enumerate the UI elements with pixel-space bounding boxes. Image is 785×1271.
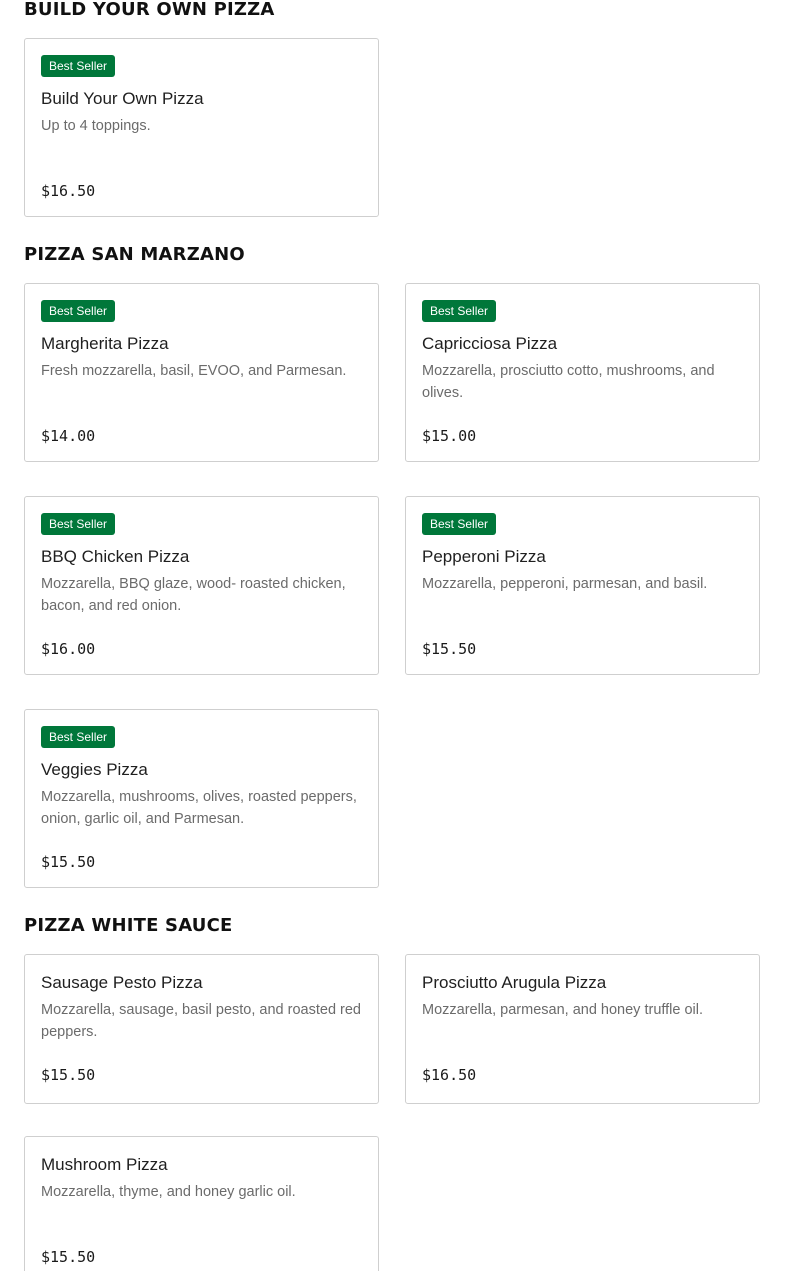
item-price: $16.00 xyxy=(41,640,96,658)
item-description: Mozzarella, thyme, and honey garlic oil. xyxy=(41,1184,296,1200)
item-description: Mozzarella, sausage, basil pesto, and roasted red peppers. xyxy=(41,1002,361,1040)
best-seller-badge: Best Seller xyxy=(422,300,496,322)
best-seller-badge: Best Seller xyxy=(41,726,115,748)
menu-item-card-sausage-pesto-pizza[interactable] xyxy=(24,954,379,1104)
menu-item-card-veggies-pizza[interactable] xyxy=(24,709,379,888)
best-seller-badge: Best Seller xyxy=(422,513,496,535)
section-title-build-your-own: BUILD YOUR OWN PIZZA xyxy=(24,0,275,20)
item-name: Pepperoni Pizza xyxy=(422,547,546,566)
item-description: Mozzarella, pepperoni, parmesan, and basil. xyxy=(422,576,708,592)
item-price: $15.50 xyxy=(41,1066,96,1084)
item-price: $15.50 xyxy=(41,853,96,871)
item-price: $16.50 xyxy=(41,182,96,200)
item-name: Margherita Pizza xyxy=(41,334,169,353)
menu-item-card-mushroom-pizza[interactable] xyxy=(24,1136,379,1271)
item-name: Sausage Pesto Pizza xyxy=(41,973,203,992)
item-description: Mozzarella, BBQ glaze, wood- roasted chicken, bacon, and red onion. xyxy=(41,576,346,614)
menu-item-card-prosciutto-arugula-pizza[interactable] xyxy=(405,954,760,1104)
item-price: $15.50 xyxy=(41,1248,96,1266)
item-name: Prosciutto Arugula Pizza xyxy=(422,973,607,992)
item-price: $15.00 xyxy=(422,427,477,445)
item-description: Mozzarella, mushrooms, olives, roasted peppers, onion, garlic oil, and Parmesan. xyxy=(41,789,357,827)
section-title-san-marzano: PIZZA SAN MARZANO xyxy=(24,244,245,265)
item-name: Veggies Pizza xyxy=(41,760,148,779)
item-description: Mozzarella, prosciutto cotto, mushrooms, and olives. xyxy=(422,363,715,401)
menu-item-card-build-your-own-pizza[interactable] xyxy=(24,38,379,217)
item-description: Fresh mozzarella, basil, EVOO, and Parmesan. xyxy=(41,363,347,379)
item-price: $14.00 xyxy=(41,427,96,445)
item-name: BBQ Chicken Pizza xyxy=(41,547,190,566)
best-seller-badge: Best Seller xyxy=(41,300,115,322)
item-price: $16.50 xyxy=(422,1066,477,1084)
item-name: Build Your Own Pizza xyxy=(41,89,204,108)
item-name: Capricciosa Pizza xyxy=(422,334,558,353)
menu-item-card-bbq-chicken-pizza[interactable] xyxy=(24,496,379,675)
best-seller-badge: Best Seller xyxy=(41,513,115,535)
menu-item-card-margherita-pizza[interactable] xyxy=(24,283,379,462)
best-seller-badge: Best Seller xyxy=(41,55,115,77)
section-title-white-sauce: PIZZA WHITE SAUCE xyxy=(24,915,233,936)
menu-item-card-pepperoni-pizza[interactable] xyxy=(405,496,760,675)
menu-item-card-capricciosa-pizza[interactable] xyxy=(405,283,760,462)
item-description: Up to 4 toppings. xyxy=(41,118,151,134)
item-description: Mozzarella, parmesan, and honey truffle oil. xyxy=(422,1002,704,1018)
item-name: Mushroom Pizza xyxy=(41,1155,168,1174)
item-price: $15.50 xyxy=(422,640,477,658)
